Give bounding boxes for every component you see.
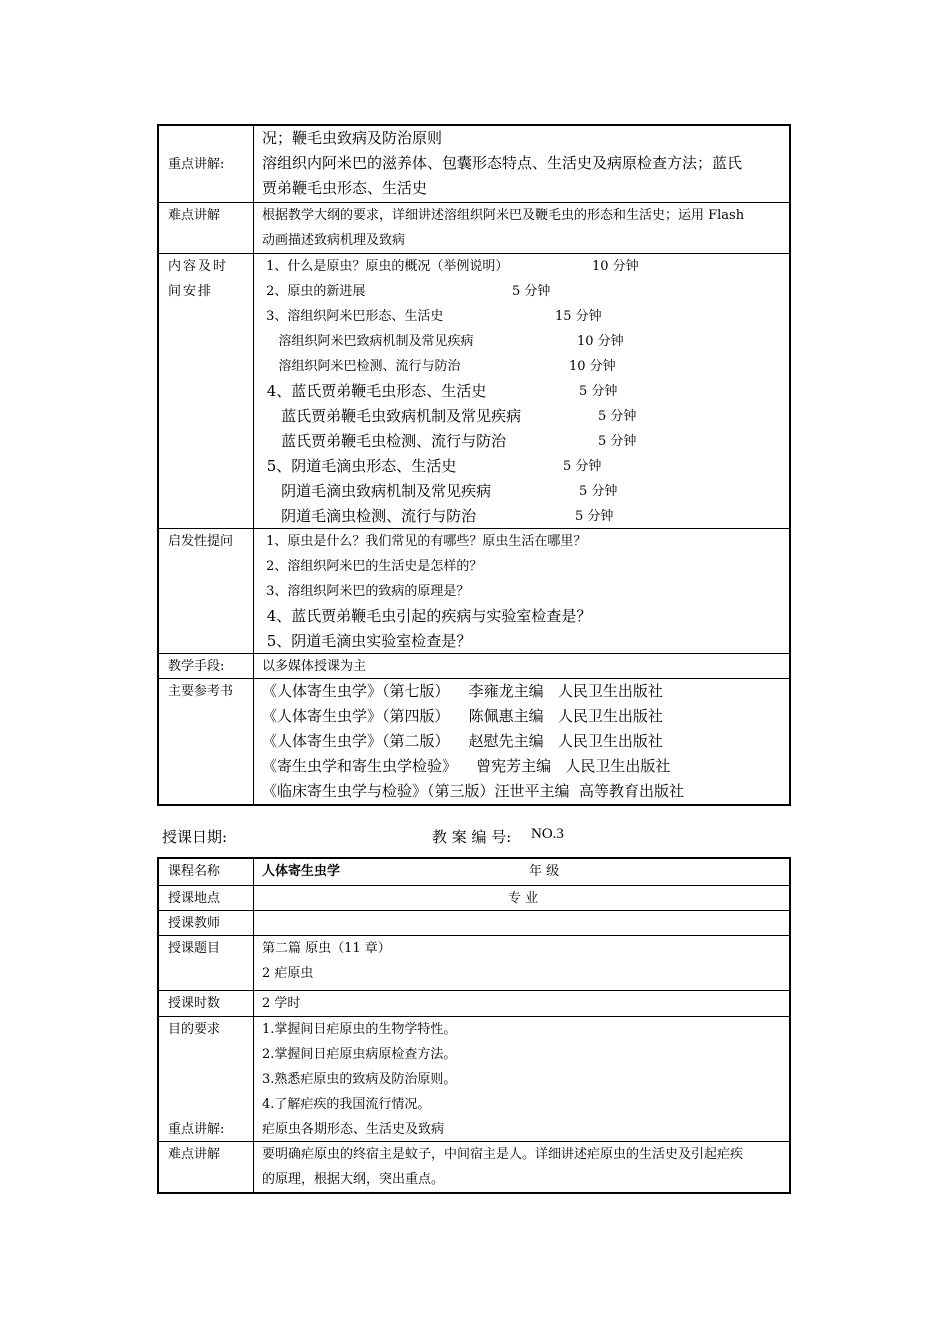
references-row [159, 678, 789, 804]
schedule-item: 5、阴道毛滴虫形态、生活史 5 分钟 [262, 457, 602, 475]
reference-item: 《人体寄生虫学》（第七版） 李雍龙主编 人民卫生出版社 [262, 682, 663, 700]
key-points-row [159, 126, 789, 202]
course-name-content [254, 859, 789, 885]
difficult-line: 的原理，根据大纲，突出重点。 [262, 1172, 445, 1187]
topic-content [254, 936, 789, 990]
goals-content [254, 1017, 789, 1141]
key-points-line-1: 况；鞭毛虫致病及防治原则 [262, 129, 443, 147]
goals-label-cell [159, 1017, 254, 1141]
course-name-row [159, 859, 789, 885]
difficult-line-1: 根据教学大纲的要求，详细讲述溶组织阿米巴及鞭毛虫的形态和生活史；运用 Flash [262, 208, 745, 223]
reference-item: 《人体寄生虫学》（第二版） 赵慰先主编 人民卫生出版社 [262, 732, 663, 750]
topic-line-2: 2 疟原虫 [262, 966, 314, 981]
schedule-item: 2、原虫的新进展 5 分钟 [262, 284, 551, 299]
references-content [254, 679, 789, 804]
difficult-points-label: 难点讲解 [159, 203, 254, 253]
topic-label: 授课题目 [159, 936, 254, 990]
schedule-item: 溶组织阿米巴检测、流行与防治 10 分钟 [262, 359, 616, 374]
course-name-value: 人体寄生虫学 [262, 864, 341, 879]
schedule-item: 1、什么是原虫？原虫的概况（举例说明） 10 分钟 [262, 259, 639, 274]
teacher-row [159, 910, 789, 935]
questions-content [254, 529, 789, 653]
questions-row [159, 528, 789, 653]
lesson-plan-table-2 [157, 857, 791, 1194]
course-name-label: 课程名称 [159, 859, 254, 885]
teaching-method-label: 教学手段: [159, 654, 254, 678]
goal-item: 4.了解疟疾的我国流行情况。 [262, 1097, 431, 1112]
teacher-value [254, 911, 789, 935]
key-points-content [254, 126, 789, 202]
difficult-line: 要明确疟原虫的终宿主是蚊子，中间宿主是人。详细讲述疟原虫的生活史及引起疟疾 [262, 1147, 744, 1162]
lesson-plan-number-label: 教 案 编 号: [432, 828, 512, 846]
schedule-item: 蓝氏贾弟鞭毛虫致病机制及常见疾病 5 分钟 [262, 407, 637, 425]
hours-label: 授课时数 [159, 991, 254, 1016]
difficult-points-row [159, 202, 789, 253]
key-points-line-3: 贾弟鞭毛虫形态、生活史 [262, 179, 428, 197]
location-content [254, 886, 789, 910]
reference-item: 《临床寄生虫学与检验》（第三版）汪世平主编 高等教育出版社 [262, 782, 685, 800]
difficult-line-2: 动画描述致病机理及致病 [262, 233, 406, 248]
schedule-row [159, 253, 789, 528]
difficult-points-content [254, 203, 789, 253]
schedule-content [254, 254, 789, 528]
topic-line-1: 第二篇 原虫（11 章） [262, 941, 391, 956]
hours-value: 2 学时 [262, 996, 301, 1011]
question-item: 5、阴道毛滴虫实验室检查是？ [262, 632, 472, 650]
questions-label: 启发性提问 [159, 529, 254, 653]
goals-row [159, 1016, 789, 1141]
schedule-item: 蓝氏贾弟鞭毛虫检测、流行与防治 5 分钟 [262, 432, 637, 450]
question-item: 1、原虫是什么？我们常见的有哪些？原虫生活在哪里？ [262, 534, 587, 549]
goals-label: 目的要求 [168, 1022, 221, 1037]
question-item: 3、溶组织阿米巴的致病的原理是？ [262, 584, 470, 599]
reference-item: 《人体寄生虫学》（第四版） 陈佩惠主编 人民卫生出版社 [262, 707, 663, 725]
teaching-method-value: 以多媒体授课为主 [262, 659, 367, 674]
schedule-item: 4、蓝氏贾弟鞭毛虫形态、生活史 5 分钟 [262, 382, 618, 400]
location-label: 授课地点 [159, 886, 254, 910]
schedule-item: 溶组织阿米巴致病机制及常见疾病 10 分钟 [262, 334, 624, 349]
grade-label: 年 级 [529, 864, 560, 879]
question-item: 4、蓝氏贾弟鞭毛虫引起的疾病与实验室检查是？ [262, 607, 592, 625]
goal-item: 2.掌握间日疟原虫病原检查方法。 [262, 1047, 457, 1062]
teaching-method-row [159, 653, 789, 678]
schedule-item: 阴道毛滴虫检测、流行与防治 5 分钟 [262, 507, 614, 525]
location-row [159, 885, 789, 910]
topic-row [159, 935, 789, 990]
difficult-points-row-2 [159, 1141, 789, 1192]
schedule-item: 阴道毛滴虫致病机制及常见疾病 5 分钟 [262, 482, 618, 500]
question-item: 2、溶组织阿米巴的生活史是怎样的？ [262, 559, 483, 574]
key-points-label: 重点讲解: [159, 126, 254, 202]
schedule-item: 3、溶组织阿米巴形态、生活史 15 分钟 [262, 309, 602, 324]
major-label: 专 业 [508, 891, 539, 906]
goal-item: 1.掌握间日疟原虫的生物学特性。 [262, 1022, 457, 1037]
date-label: 授课日期: [162, 828, 228, 846]
references-label: 主要参考书 [159, 679, 254, 804]
goal-item: 3.熟悉疟原虫的致病及防治原则。 [262, 1072, 457, 1087]
lesson-plan-number: NO.3 [531, 826, 564, 842]
reference-item: 《寄生虫学和寄生虫学检验》 曾宪芳主编 人民卫生出版社 [262, 757, 671, 775]
key-points-value-2: 疟原虫各期形态、生活史及致病 [262, 1122, 445, 1137]
schedule-label: 内容及时间安排 [159, 254, 254, 528]
teacher-label: 授课教师 [159, 911, 254, 935]
difficult-points-content-2 [254, 1142, 789, 1192]
key-points-line-2: 溶组织内阿米巴的滋养体、包囊形态特点、生活史及病原检查方法；蓝氏 [262, 154, 743, 172]
difficult-points-label-2: 难点讲解 [159, 1142, 254, 1192]
key-points-label-2: 重点讲解: [168, 1122, 225, 1137]
hours-row [159, 990, 789, 1016]
lesson-plan-table-1 [157, 124, 791, 806]
